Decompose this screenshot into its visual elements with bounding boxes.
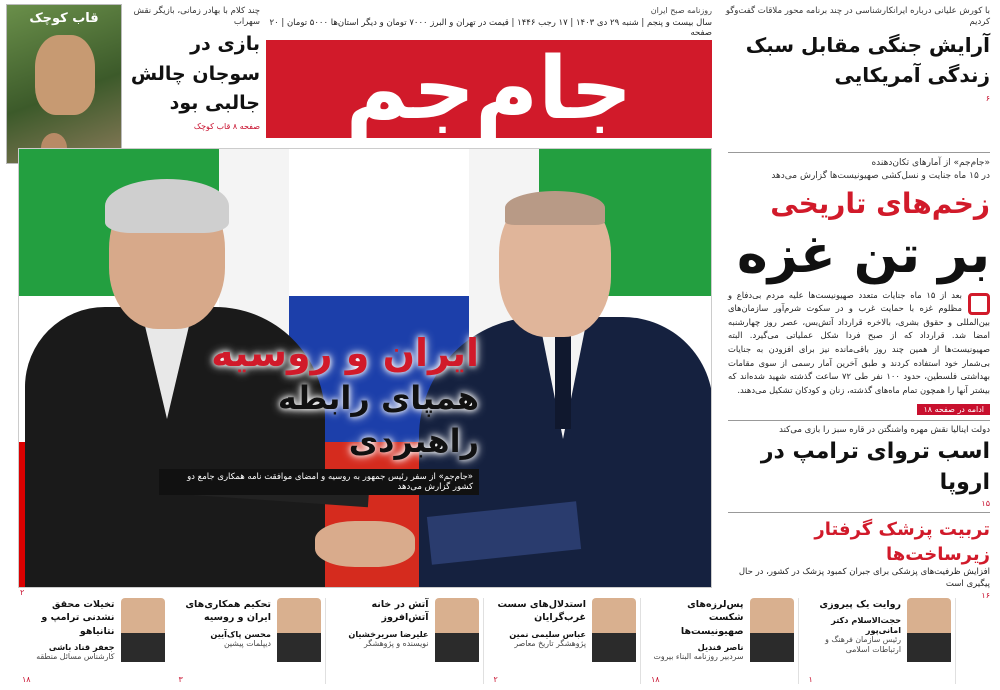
columnist-photo (277, 598, 321, 662)
trump-kicker: دولت اینالیا نقش مهره واشنگتن در قاره سبز را بازی می‌کند (779, 425, 990, 436)
card-author: علیرضا سریرخشیان (348, 628, 429, 639)
columnist-photo (435, 598, 479, 662)
top-left-teaser[interactable] (126, 6, 260, 131)
card-page-ref: ۱ (808, 675, 813, 684)
card-title: آتش در خانه آتش‌افروز (371, 599, 429, 624)
divider (728, 152, 990, 153)
right-column (728, 148, 990, 600)
hero-headline: همپای رابطه راهبردی (277, 378, 479, 460)
card-role: نویسنده و پژوهشگر (364, 638, 429, 648)
doctor-page-ref: ۱۶ (981, 591, 990, 601)
handshake (315, 521, 415, 567)
card-role: پژوهشگر تاریخ معاصر (514, 638, 586, 648)
actor-photo (35, 35, 95, 115)
hero-lead: «جام‌جم» از سفر رئیس جمهور به روسیه و امضای موافقت نامه همکاری جامع دو کشور گزارش می‌دهد (159, 469, 479, 495)
card-title: استدلال‌های سست غرب‌گرایان (497, 599, 586, 624)
trump-page-ref: ۱۵ (981, 498, 990, 508)
teaser-page-ref: صفحه ۸ قاب کوچک (193, 122, 260, 132)
columnist-photo (121, 598, 165, 662)
card-page-ref: ۳ (178, 675, 183, 684)
card-role: دیپلمات پیشین (223, 638, 271, 648)
gaza-body (728, 289, 990, 398)
card-title: پس‌لرزه‌های شکست صهیونیست‌ها (680, 599, 744, 637)
card-title: تحکیم همکاری‌های ایران و روسیه (185, 599, 271, 624)
card-page-ref: ۱۸ (22, 675, 31, 684)
card-role: کارشناس مسائل منطقه (36, 651, 115, 661)
card-author: محسن پاک‌آیین (210, 628, 271, 639)
columnist-card[interactable] (805, 598, 957, 684)
dateline (268, 6, 712, 38)
columnist-card[interactable] (18, 598, 169, 684)
gaza-headline-red: زخم‌های تاریخی (770, 187, 990, 221)
card-author: ناصر قندیل (697, 641, 744, 652)
columnist-card[interactable] (647, 598, 799, 684)
hero-photo[interactable] (18, 148, 712, 588)
doctor-body: افزایش ظرفیت‌های پزشکی برای جبران کمبود پزشک در کشور، در حال پیگیری است (738, 567, 990, 590)
gaza-kicker-2: در ۱۵ ماه جنایت و نسل‌کشی صهیونیست‌ها گزارش می‌دهد (771, 170, 990, 181)
card-author: عباس سلیمی نمین (509, 628, 586, 639)
trump-story[interactable] (728, 425, 990, 507)
magazine-thumbnail[interactable] (6, 4, 122, 164)
teaser-kicker: چند کلام با بهادر زمانی، بازیگر نقش سهراب (133, 6, 260, 28)
hero-kicker: ایران و روسیه (211, 331, 479, 375)
columnist-photo (907, 598, 951, 662)
dateline-info: سال بیست و پنجم | شنبه ۲۹ دی ۱۴۰۳ | ۱۷ رجب ۱۴۴۶ | قیمت در تهران و البرز ۷۰۰۰ تومان و دیگر استان‌ها ۵۰۰۰ تومان | ۲۰ صفحه (269, 18, 712, 38)
thumbnail-title: قاب کوچک (29, 11, 99, 26)
continue-link[interactable]: ادامه در صفحه ۱۸ (917, 404, 990, 415)
teaser-headline: بازی در سوجان چالش جالبی بود (130, 33, 260, 114)
teaser-kicker: با کورش علیانی درباره ایرانکارشناسی در چند برنامه محور ملاقات گفت‌وگو کردیم (725, 6, 990, 28)
trump-headline: اسب تروای ترامپ در اروپا (760, 439, 990, 496)
gaza-story[interactable] (728, 157, 990, 416)
card-role: رئیس سازمان فرهنگ و ارتباطات اسلامی (825, 635, 901, 655)
gaza-headline: بر تن غزه (737, 225, 990, 286)
divider (728, 512, 990, 513)
doctor-story[interactable] (728, 517, 990, 600)
columnist-card[interactable] (490, 598, 642, 684)
gaza-kicker: «جام‌جم» از آمارهای تکان‌دهنده (871, 158, 990, 168)
hero-headline-block (159, 331, 479, 495)
card-role: سردبیر روزنامه البناء بیروت (653, 651, 744, 661)
masthead[interactable] (266, 40, 712, 138)
card-title: تخیلات محقق نشدنی ترامپ و نتانیاهو (41, 599, 115, 637)
teaser-headline: آرایش جنگی مقابل سبک زندگی آمریکایی (745, 33, 990, 88)
jamejam-mark-icon (968, 293, 990, 315)
columnist-card[interactable] (175, 598, 327, 684)
newspaper-logo: جام‌جم (345, 39, 633, 139)
dateline-slogan: روزنامه صبح ایران (650, 6, 712, 15)
card-author: حجت‌الاسلام دکتر امانی‌پور (831, 615, 901, 636)
gaza-body-text: بعد از ۱۵ ماه جنایات متعدد صهیونیست‌ها علیه مردم بی‌دفاع و مظلوم غزه با حمایت غرب و در سکوت شرم‌آور سازمان‌های بین‌المللی و حقوق بشری، بالاخره قرارداد آتش‌بس، عصر روز چهارشنبه امضا شد. قرارداد که از صبح فردا شکل عملیاتی می‌گیرد. البته صهیونیست‌ها از همین چند روز باقی‌مانده نیز برای افزودن به جنایات بی‌شمار خود استفاده کردند و طبق آخرین آمار رسمی از سوی مقامات بهداشتی فلسطین، حدود ۱۰۰ نفر طی ۷۲ ساعت گذشته شهید شده‌اند که بیشتر آنها را همچون تمام ماه‌های گذشته، زنان و کودکان تشکیل می‌دهند. (728, 289, 990, 395)
card-title: روایت یک پیروزی (819, 599, 901, 610)
columnist-card[interactable] (332, 598, 484, 684)
top-right-teaser[interactable] (722, 6, 990, 103)
divider (728, 420, 990, 421)
teaser-page-ref: ۶ (985, 94, 990, 104)
card-page-ref: ۲ (493, 675, 498, 684)
hero-page-ref: ۲ (20, 588, 25, 597)
card-author: جعفر قناد باشی (48, 641, 115, 652)
card-page-ref: ۱۸ (651, 675, 660, 684)
columnist-photo (592, 598, 636, 662)
doctor-headline: تربیت پزشک گرفتار زیرساخت‌ها (814, 518, 990, 566)
columnist-photo (750, 598, 794, 662)
columnist-strip (18, 598, 956, 684)
